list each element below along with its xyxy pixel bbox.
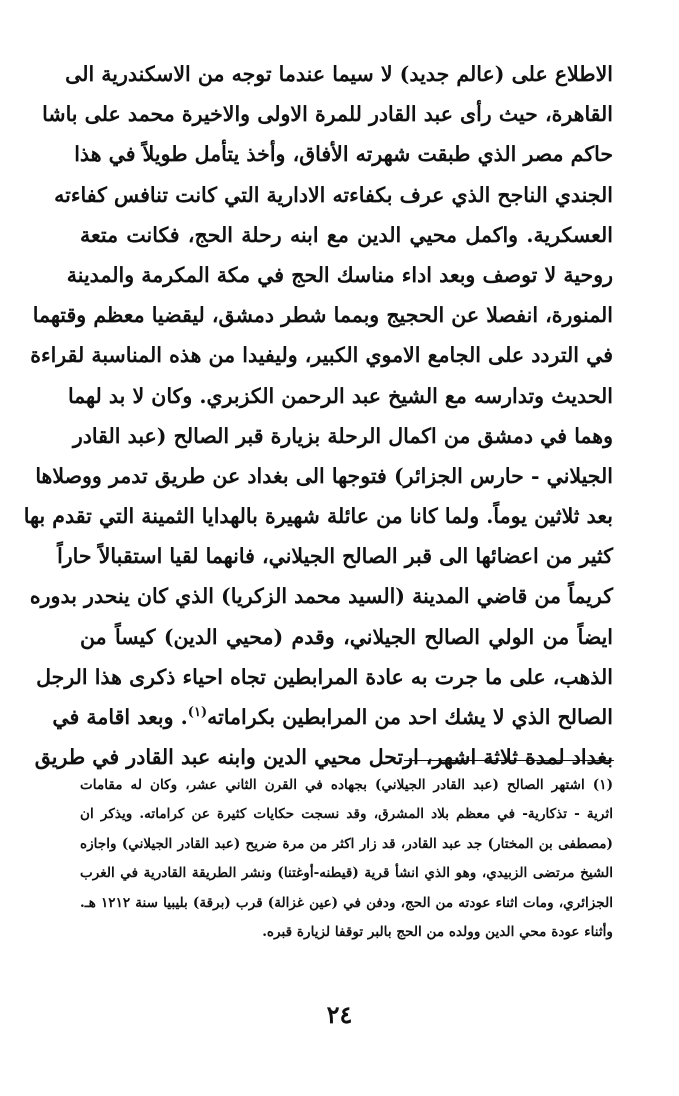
footnote-reference-mark: (١) bbox=[187, 705, 208, 721]
body-line-3: حاكم مصر الذي طبقت شهرته الأفاق، وأخذ يتأمل طويلاً في هذا bbox=[74, 142, 613, 167]
body-line-15: ايضاً من الولي الصالح الجيلاني، وقدم (محيي الدين) كيساً من bbox=[80, 624, 613, 649]
footnote-line-4: الشيخ مرتضى الزبيدي، وهو الذي انشأ قرية (قيطنه-أوغتنا) ونشر الطريقة القادرية في الغرب bbox=[80, 865, 613, 882]
footnote-line-2: اثرية - تذكارية- في معظم بلاد المشرق، وقد نسجت حكايات كثيرة عن كراماته. ويذكر ان bbox=[80, 806, 613, 823]
body-line-12: بعد ثلاثين يوماً. ولما كانا من عائلة شهيرة بالهدايا الثمينة التي تقدم بها bbox=[23, 504, 613, 529]
body-line-2: القاهرة، حيث رأى عبد القادر للمرة الاولى والاخيرة محمد على باشا bbox=[42, 102, 613, 127]
footnote-divider bbox=[404, 760, 614, 761]
footnote-block bbox=[80, 771, 613, 947]
body-line-11: الجيلاني - حارس الجزائر) فتوجها الى بغداد عن طريق تدمر ووصلاها bbox=[35, 463, 613, 488]
footnote-line-5: الجزائري، ومات اثناء عودته من الحج، ودفن في (عين غزالة) قرب (برقة) بليبيا سنة ١٢١٢ هـ. bbox=[80, 894, 613, 911]
page-number: ٢٤ bbox=[326, 1000, 353, 1029]
body-line-17-tail: . وبعد اقامة في bbox=[52, 705, 188, 729]
footnote-line-3: (مصطفى بن المختار) جد عبد القادر، قد زار اكثر من مرة ضريح (عبد القادر الجيلاني) واجازه bbox=[80, 835, 613, 852]
body-line-1: الاطلاع على (عالم جديد) لا سيما عندما توجه من الاسكندرية الى bbox=[65, 62, 613, 86]
body-line-10: وهما في دمشق من اكمال الرحلة بزيارة قبر الصالح (عبد القادر bbox=[72, 423, 613, 448]
body-line-7: المنورة، انفصلا عن الحجيج وبمما شطر دمشق، ليقضيا معظم وقتهما bbox=[32, 303, 613, 328]
body-line-18: بغداد لمدة ثلاثة اشهر، ارتحل محيي الدين وابنه عبد القادر في طريق bbox=[34, 745, 613, 770]
body-line-16: الذهب، على ما جرت به عادة المرابطين تجاه احياء ذكرى هذا الرجل bbox=[36, 664, 613, 689]
body-line-5: العسكرية. واكمل محيي الدين مع ابنه رحلة الحج، فكانت متعة bbox=[80, 222, 613, 247]
body-line-14: كريماً من قاضي المدينة (السيد محمد الزكريا) الذي كان ينحدر بدوره bbox=[29, 584, 613, 609]
body-line-17 bbox=[52, 697, 613, 737]
footnote-line-1: (١) اشتهر الصالح (عبد القادر الجيلاني) بجهاده في القرن الثاني عشر، وكان له مقامات bbox=[80, 777, 613, 793]
body-line-13: كثير من اعضائها الى قبر الصالح الجيلاني، فانهما لقيا استقبالاً حاراً bbox=[57, 544, 613, 569]
footnote-line-6: وأثناء عودة محي الدين وولده من الحج بالبر توقفا لزيارة قبره. bbox=[262, 923, 613, 940]
body-line-17-text: الصالح الذي لا يشك احد من المرابطين بكراماته bbox=[207, 705, 613, 729]
main-text-block bbox=[23, 54, 613, 777]
body-line-9: الحديث وتدارسه مع الشيخ عبد الرحمن الكزبري. وكان لا بد لهما bbox=[67, 383, 613, 408]
body-line-4: الجندي الناجح الذي عرف بكفاءته الادارية التي كانت تنافس كفاءته bbox=[54, 182, 613, 207]
body-line-6: روحية لا توصف وبعد اداء مناسك الحج في مكة المكرمة والمدينة bbox=[66, 262, 613, 287]
body-line-8: في التردد على الجامع الاموي الكبير، وليفيدا من هذه المناسبة لقراءة bbox=[30, 343, 613, 368]
